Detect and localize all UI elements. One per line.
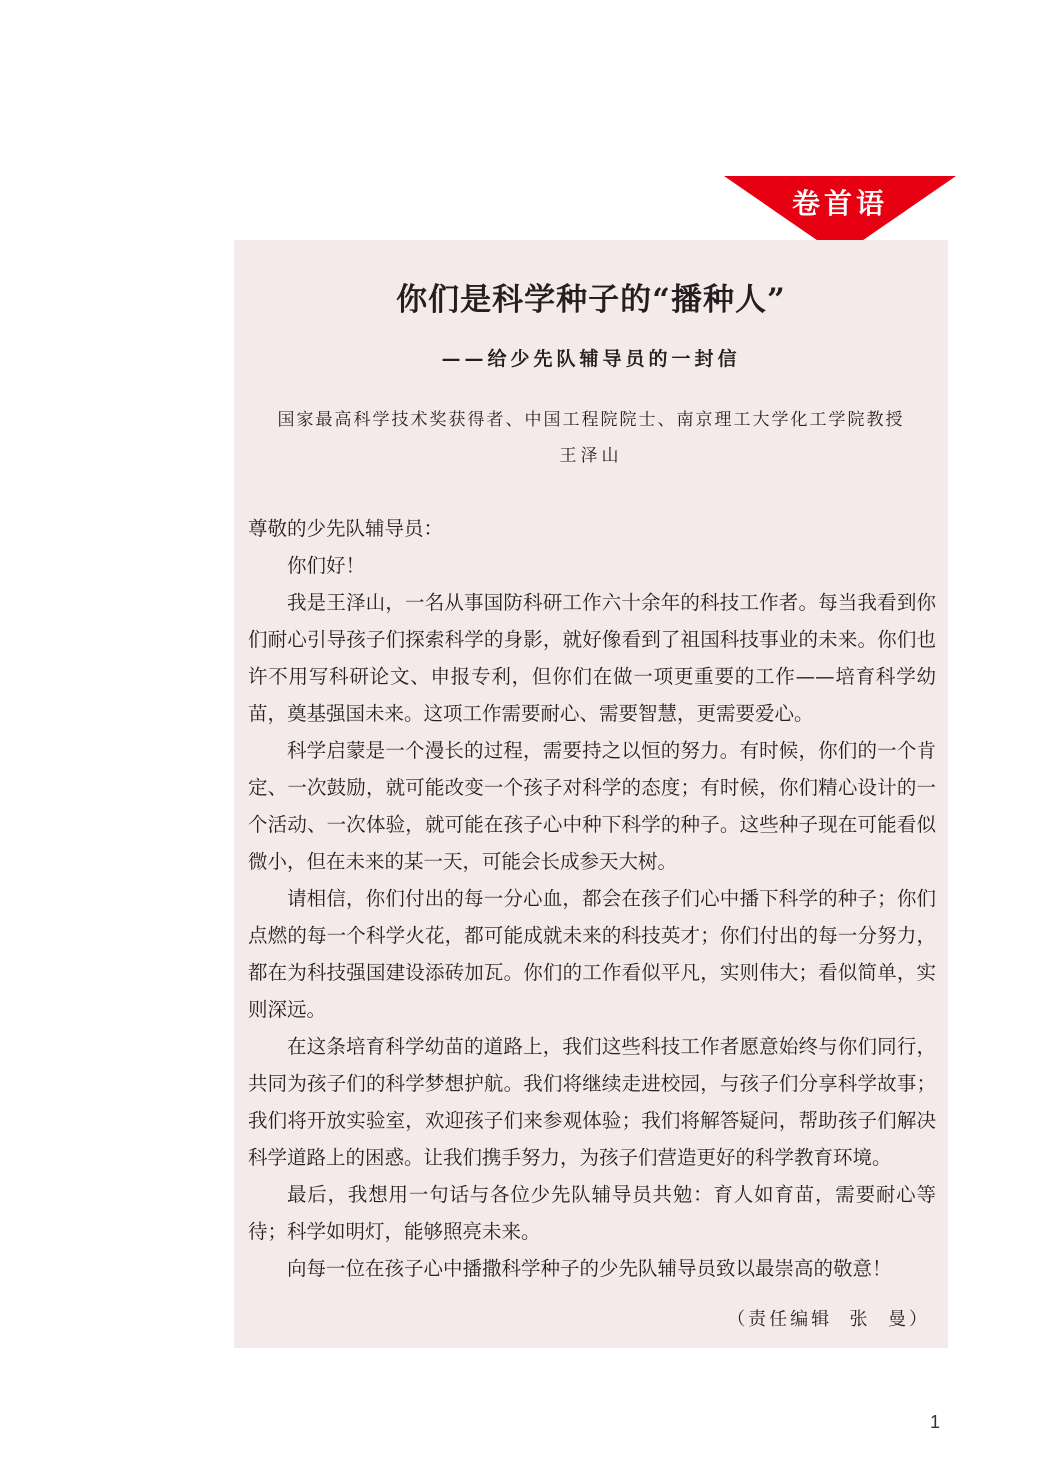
author-credentials: 国家最高科学技术奖获得者、中国工程院院士、南京理工大学化工学院教授 [277, 410, 905, 430]
letter-body [248, 510, 936, 1287]
letter-paragraph: 在这条培育科学幼苗的道路上，我们这些科技工作者愿意始终与你们同行，共同为孩子们的科学梦想护航。我们将继续走进校园，与孩子们分享科学故事；我们将开放实验室，欢迎孩子们来参观体验；我们将解答疑问，帮助孩子们解决科学道路上的困惑。让我们携手努力，为孩子们营造更好的科学教育环境。 [248, 1035, 936, 1169]
letter-closing: 向每一位在孩子心中播撒科学种子的少先队辅导员致以最崇高的敬意！ [287, 1257, 892, 1280]
letter-salutation: 尊敬的少先队辅导员： [248, 517, 444, 540]
letter-paragraph: 我是王泽山，一名从事国防科研工作六十余年的科技工作者。每当我看到你们耐心引导孩子们探索科学的身影，就好像看到了祖国科技事业的未来。你们也许不用写科研论文、申报专利，但你们在做一项更重要的工作——培育科学幼苗，奠基强国未来。这项工作需要耐心、需要智慧，更需要爱心。 [248, 591, 936, 725]
article-title: 你们是科学种子的“播种人” [396, 282, 786, 318]
letter-paragraph: 请相信，你们付出的每一分心血，都会在孩子们心中播下科学的种子；你们点燃的每一个科学火花，都可能成就未来的科技英才；你们付出的每一分努力，都在为科技强国建设添砖加瓦。你们的工作看似平凡，实则伟大；看似简单，实则深远。 [248, 887, 936, 1021]
responsible-editor: （责任编辑 张 曼） [727, 1309, 930, 1330]
author-name: 王泽山 [559, 446, 623, 466]
letter-paragraph: 科学启蒙是一个漫长的过程，需要持之以恒的努力。有时候，你们的一个肯定、一次鼓励，就可能改变一个孩子对科学的态度；有时候，你们精心设计的一个活动、一次体验，就可能在孩子心中种下科学的种子。这些种子现在可能看似微小，但在未来的某一天，可能会长成参天大树。 [248, 739, 936, 873]
letter-greeting: 你们好！ [287, 554, 366, 577]
article-panel [234, 240, 948, 1348]
banner-label: 卷首语 [791, 187, 888, 220]
letter-paragraph: 最后，我想用一句话与各位少先队辅导员共勉：育人如育苗，需要耐心等待；科学如明灯，能够照亮未来。 [248, 1183, 936, 1243]
page-number: 1 [930, 1412, 941, 1432]
article-subtitle: ——给少先队辅导员的一封信 [441, 348, 741, 370]
